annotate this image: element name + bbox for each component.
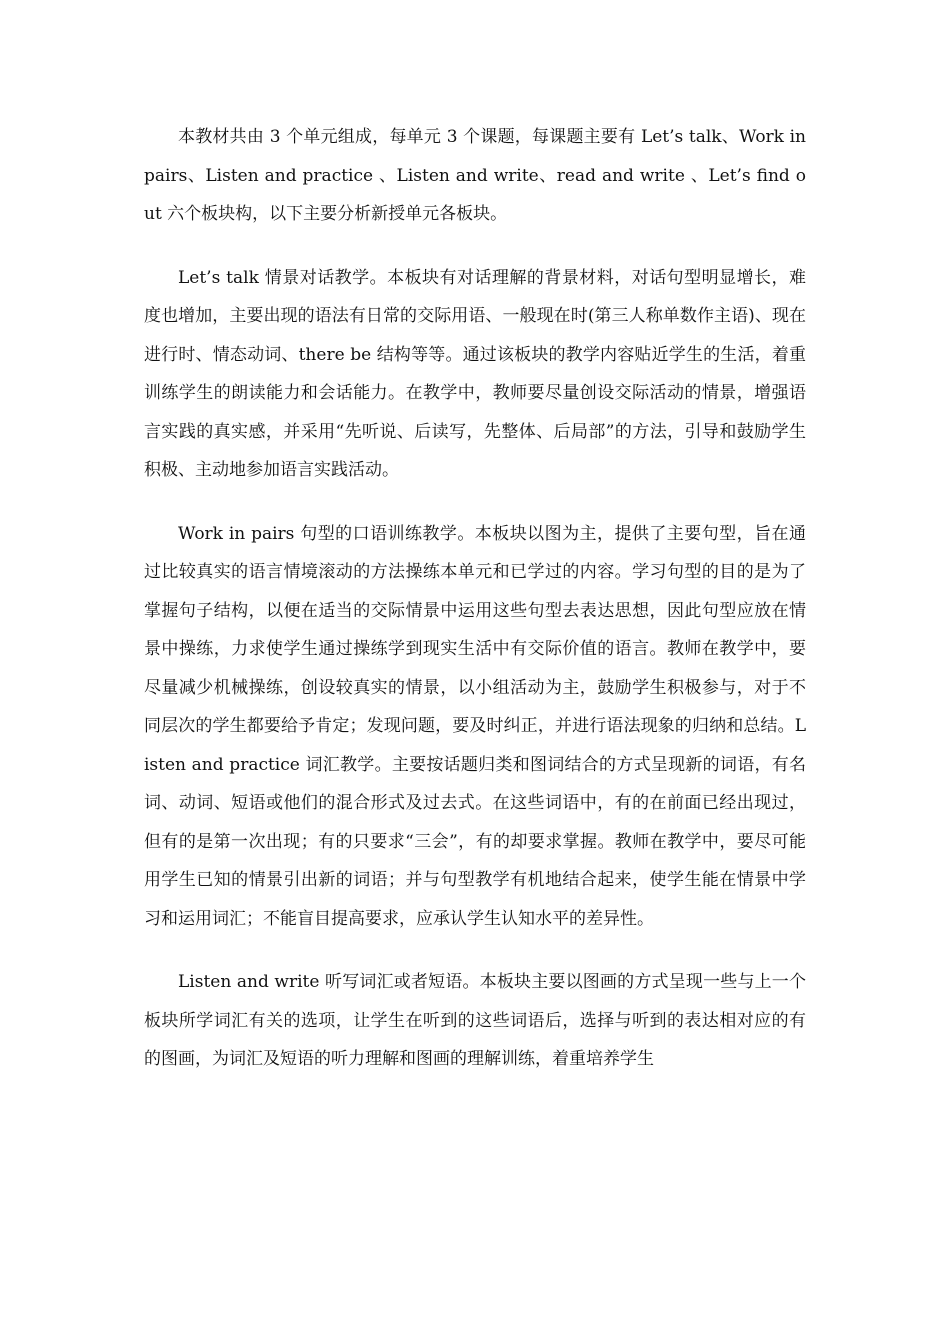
document-body — [144, 118, 806, 1104]
paragraph-lets-talk: Let’s talk 情景对话教学。本板块有对话理解的背景材料，对话句型明显增长，难度也增加，主要出现的语法有日常的交际用语、一般现在时(第三人称单数作主语)、现在进行时、情态动词、there be 结构等等。通过该板块的教学内容贴近学生的生活，着重训练学生的朗读能力和会话能力。在教学中，教师要尽量创设交际活动的情景，增强语言实践的真实感，并采用“先听说、后读写，先整体、后局部”的方法，引导和鼓励学生积极、主动地参加语言实践活动。 — [144, 267, 806, 480]
paragraph-listen-and-write: Listen and write 听写词汇或者短语。本板块主要以图画的方式呈现一些与上一个板块所学词汇有关的选项，让学生在听到的这些词语后，选择与听到的表达相对应的有的图画，为词汇及短语的听力理解和图画的理解训练，着重培养学生 — [144, 972, 806, 1069]
paragraph-overview: 本教材共由 3 个单元组成，每单元 3 个课题，每课题主要有 Let’s talk、Work in pairs、Listen and practice 、Listen and write、read and write 、Let’s find out 六个板块构，以下主要分析新授单元各板块。 — [144, 127, 806, 224]
paragraph-work-in-pairs: Work in pairs 句型的口语训练教学。本板块以图为主，提供了主要句型，旨在通过比较真实的语言情境滚动的方法操练本单元和已学过的内容。学习句型的目的是为了掌握句子结构，以便在适当的交际情景中运用这些句型去表达思想，因此句型应放在情景中操练，力求使学生通过操练学到现实生活中有交际价值的语言。教师在教学中，要尽量减少机械操练，创设较真实的情景，以小组活动为主，鼓励学生积极参与，对于不同层次的学生都要给予肯定；发现问题，要及时纠正，并进行语法现象的归纳和总结。Listen and practice 词汇教学。主要按话题归类和图词结合的方式呈现新的词语，有名词、动词、短语或他们的混合形式及过去式。在这些词语中，有的在前面已经出现过，但有的是第一次出现；有的只要求“三会”，有的却要求掌握。教师在教学中，要尽可能用学生已知的情景引出新的词语；并与句型教学有机地结合起来，使学生能在情景中学习和运用词汇；不能盲目提高要求，应承认学生认知水平的差异性。 — [144, 523, 806, 929]
